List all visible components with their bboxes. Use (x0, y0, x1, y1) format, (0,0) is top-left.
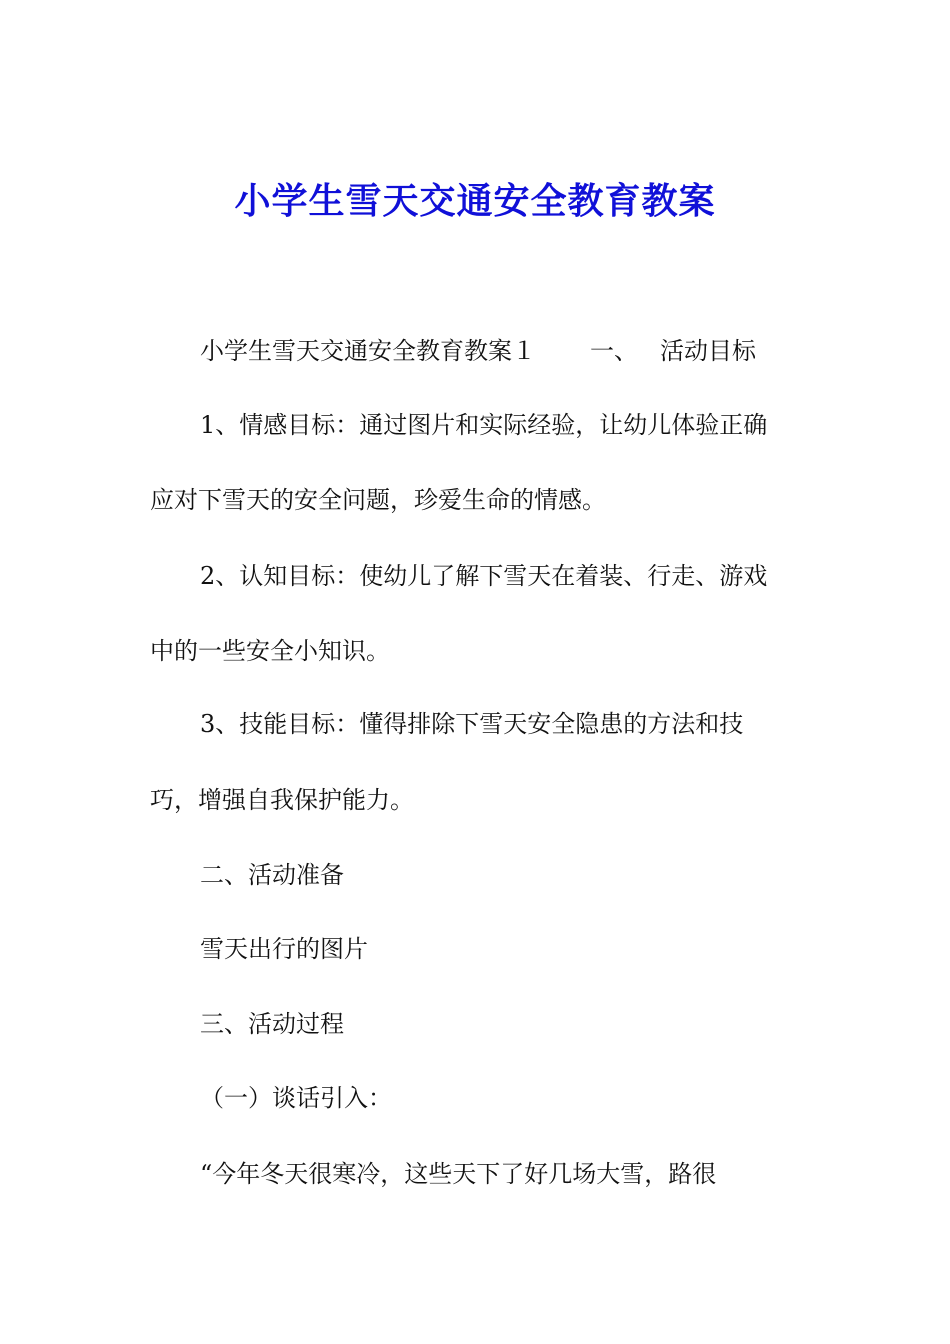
section-heading: 三、活动过程 (200, 1010, 344, 1038)
section-heading: 二、活动准备 (200, 861, 344, 889)
subsection-heading: （一）谈话引入： (200, 1084, 392, 1112)
paragraph-line: 雪天出行的图片 (200, 935, 368, 963)
paragraph-line: “今年冬天很寒冷，这些天下了好几场大雪，路很 (200, 1160, 717, 1188)
section-heading-line (200, 334, 860, 368)
paragraph-line: 巧，增强自我保护能力。 (150, 786, 414, 814)
lesson-plan-label: 小学生雪天交通安全教育教案１ (200, 337, 536, 365)
paragraph-line: 中的一些安全小知识。 (150, 637, 390, 665)
paragraph-line: 2、认知目标：使幼儿了解下雪天在着装、行走、游戏 (200, 562, 768, 590)
paragraph-line: 1、情感目标：通过图片和实际经验，让幼儿体验正确 (200, 411, 768, 439)
paragraph-line: 应对下雪天的安全问题，珍爱生命的情感。 (150, 486, 606, 514)
section-number: 一、 (590, 337, 638, 365)
paragraph-line: 3、技能目标：懂得排除下雪天安全隐患的方法和技 (200, 710, 744, 738)
section-title: 活动目标 (660, 337, 756, 365)
document-title: 小学生雪天交通安全教育教案 (234, 180, 716, 222)
